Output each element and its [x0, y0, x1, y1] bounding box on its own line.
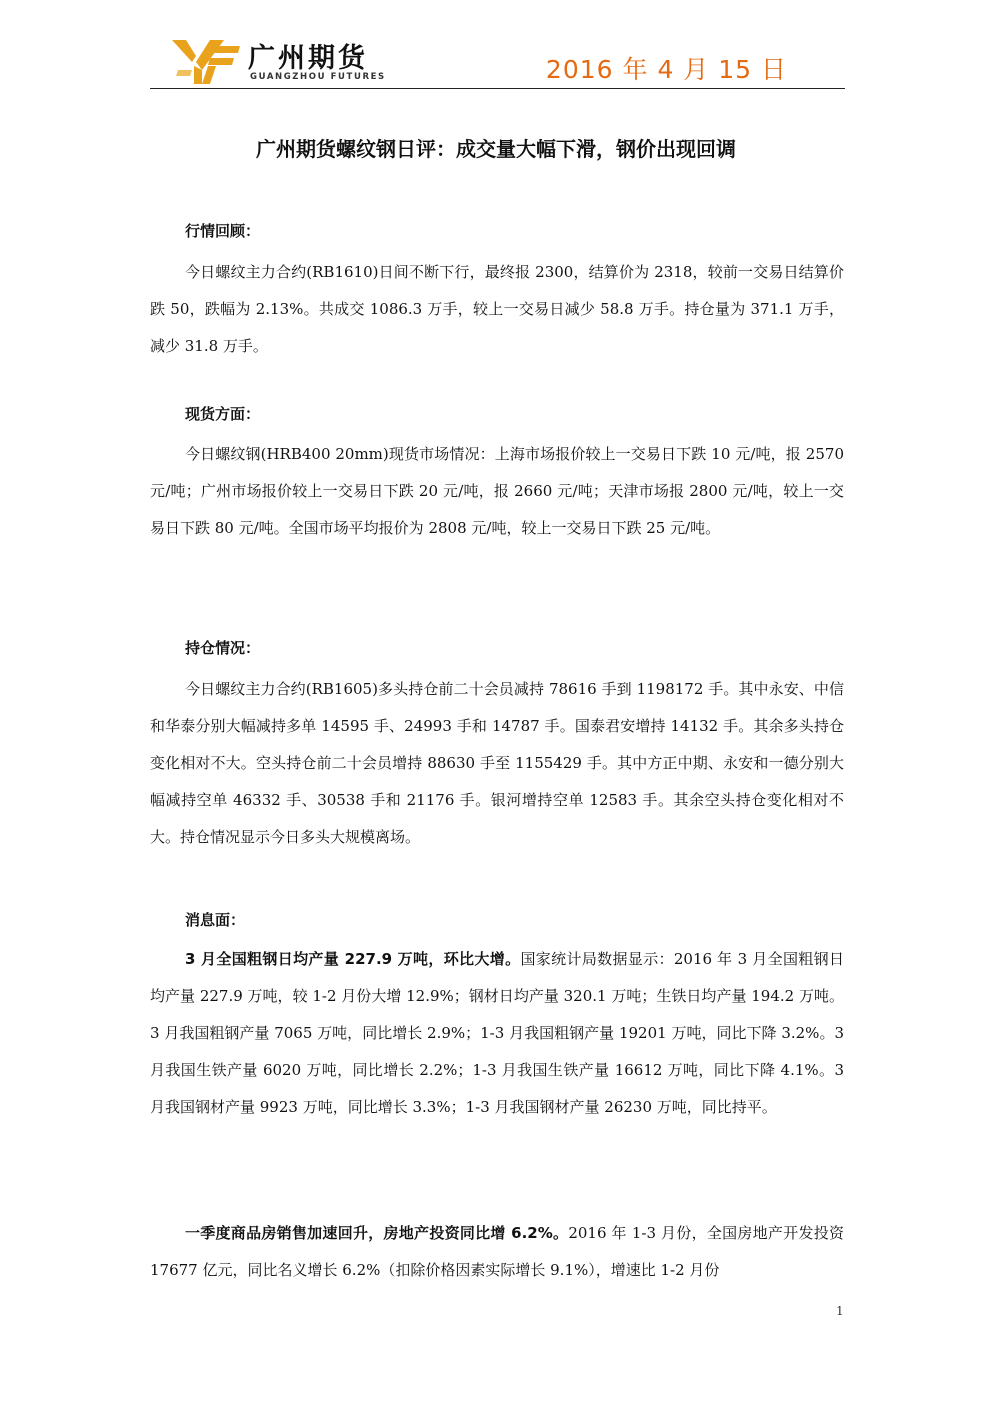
- brand-name-cn: 广州期货: [248, 43, 368, 74]
- section-heading-review: 行情回顾：: [185, 222, 261, 240]
- news-text-steel: 国家统计局数据显示：2016 年 3 月全国粗钢日均产量 227.9 万吨，较 1-2 月份大增 12.9%；钢材日均产量 320.1 万吨；生铁日均产量 194.2 万吨。3 月我国粗钢产量 7065 万吨，同比增长 2.9%；1-3 月我国粗钢产量 19201 万吨，同比下降 3.2%。3 月我国生铁产量 6020 万吨，同比增长 2.2%；1-3 月我国生铁产量 16612 万吨，同比下降 4.1%。3 月我国钢材产量 9923 万吨，同比增长 3.3%；1-3 月我国钢材产量 26230 万吨，同比持平。: [150, 950, 844, 1116]
- paragraph-news-property: [150, 1215, 844, 1289]
- paragraph-review: 今日螺纹主力合约(RB1610)日间不断下行，最终报 2300，结算价为 2318，较前一交易日结算价跌 50，跌幅为 2.13%。共成交 1086.3 万手，较上一交易日减少 58.8 万手。持仓量为 371.1 万手，减少 31.8 万手。: [150, 263, 844, 355]
- header-divider: [150, 88, 845, 89]
- section-heading-positions: 持仓情况：: [185, 639, 261, 657]
- guangzhou-futures-logo: [172, 40, 240, 84]
- news-text-property: 2016 年 1-3 月份，全国房地产开发投资 17677 亿元，同比名义增长 6.2%（扣除价格因素实际增长 9.1%），增速比 1-2 月份: [150, 1224, 844, 1279]
- page-number: 1: [836, 1304, 844, 1318]
- paragraph-positions: 今日螺纹主力合约(RB1605)多头持仓前二十会员减持 78616 手到 1198172 手。其中永安、中信和华泰分别大幅减持多单 14595 手、24993 手和 14787 手。国泰君安增持 14132 手。其余多头持仓变化相对不大。空头持仓前二十会员增持 88630 手至 1155429 手。其中方正中期、永安和一德分别大幅减持空单 46332 手、30538 手和 21176 手。银河增持空单 12583 手。其余空头持仓变化相对不大。持仓情况显示今日多头大规模离场。: [150, 680, 844, 846]
- section-heading-news: 消息面：: [185, 911, 246, 929]
- paragraph-spot: 今日螺纹钢(HRB400 20mm)现货市场情况：上海市场报价较上一交易日下跌 10 元/吨，报 2570 元/吨；广州市场报价较上一交易日下跌 20 元/吨，报 2660 元/吨；天津市场报 2800 元/吨，较上一交易日下跌 80 元/吨。全国市场平均报价为 2808 元/吨，较上一交易日下跌 25 元/吨。: [150, 445, 844, 537]
- page-header: [150, 30, 845, 90]
- paragraph-news-steel: [150, 941, 844, 1126]
- brand-name-en: GUANGZHOU FUTURES: [250, 72, 386, 82]
- news-lead-property: 一季度商品房销售加速回升，房地产投资同比增 6.2%。: [185, 1224, 569, 1242]
- section-heading-spot: 现货方面：: [185, 405, 261, 423]
- report-date: 2016 年 4 月 15 日: [545, 55, 787, 84]
- news-lead-steel: 3 月全国粗钢日均产量 227.9 万吨，环比大增。: [185, 950, 521, 968]
- document-title: 广州期货螺纹钢日评：成交量大幅下滑，钢价出现回调: [256, 137, 736, 161]
